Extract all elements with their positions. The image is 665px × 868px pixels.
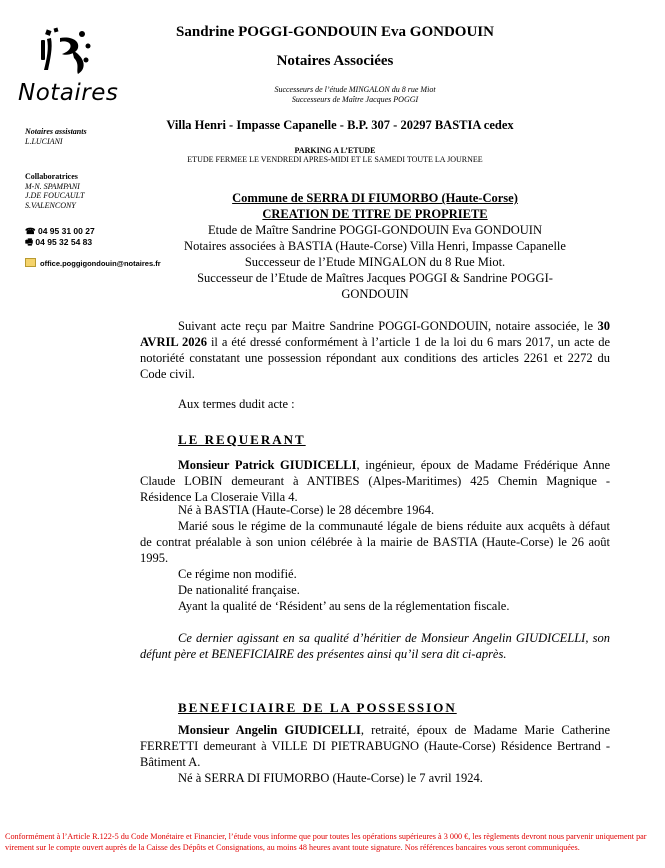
office-line: Successeur de l’Etude MINGALON du 8 Rue Miot.: [244, 255, 506, 269]
benef-title-wrap: [178, 700, 578, 716]
footer-notice: Conformément à l’Article R.122-5 du Code Monétaire et Financier, l’étude vous informe que pour toutes les opérations supérieures à 3 000 €, les règlements devront nous parvenir uniquement par virement sur le compte ouvert auprès de la Caisse des Dépôts et Consignations, au moins 48 heures avant toute signature. Nos références bancaires vous seront communiquées.: [5, 832, 647, 852]
collaborator-name: M-N. SPAMPANI: [25, 181, 80, 191]
phone-icon: ☎: [25, 226, 36, 236]
office-lines: [140, 222, 610, 302]
parking-notice: [150, 146, 520, 164]
requerant-title-wrap: [178, 432, 478, 448]
intro-text-end: il a été dressé conformément à l’article 1 de la loi du 6 mars 2017, un acte de notoriété constatant une possession répondant aux conditions des articles 2261 et 2272 du Code civil.: [140, 335, 611, 381]
beneficiary-title: BENEFICIAIRE DE LA POSSESSION: [178, 700, 457, 715]
notice-heading: [140, 190, 610, 222]
assistants-block: [25, 127, 87, 146]
assistant-name: L.LUCIANI: [25, 136, 63, 146]
beneficiary-paragraph: [140, 722, 610, 770]
collaborators-block: [25, 172, 84, 210]
requerant-quality: Ce dernier agissant en sa qualité d’héritier de Monsieur Angelin GIUDICELLI, son défunt père et BENEFICIAIRE des présentes ainsi qu’il sera dit ci-après.: [140, 631, 610, 661]
successor-notes: [210, 85, 500, 105]
office-line: Etude de Maître Sandrine POGGI-GONDOUIN Eva GONDOUIN: [208, 223, 542, 237]
act-date: 30 AVRIL 2026: [140, 319, 610, 349]
successor-line-1: Successeurs de l’étude MINGALON du 8 rue Miot: [274, 85, 436, 94]
phone-row: [25, 226, 95, 237]
beneficiary-name: Monsieur Angelin GIUDICELLI: [178, 723, 361, 737]
parking-line-1: PARKING A L’ETUDE: [294, 146, 376, 155]
commune-title: Commune de SERRA DI FIUMORBO (Haute-Corse): [232, 191, 518, 205]
envelope-icon: [25, 258, 36, 267]
collaborator-name: J.DE FOUCAULT: [25, 191, 85, 200]
requerant-desc: , ingénieur, époux de Madame Frédérique Anne Claude LOBIN demeurant à ANTIBES (Alpes-Maritimes) 425 Chemin Magnique - Résidence La Closeraie Villa 4.: [140, 458, 611, 504]
requerant-born: Né à BASTIA (Haute-Corse) le 28 décembre 1964.: [178, 503, 435, 517]
intro-text: Suivant acte reçu par Maitre Sandrine POGGI-GONDOUIN, notaire associée, le: [178, 319, 598, 333]
logo-text: Notaires: [18, 80, 119, 106]
contact-numbers: [25, 226, 95, 248]
requerant-paragraph: [140, 457, 610, 505]
beneficiary-born: Né à SERRA DI FIUMORBO (Haute-Corse) le 7 avril 1924.: [178, 771, 483, 785]
requerant-name: Monsieur Patrick GIUDICELLI: [178, 458, 357, 472]
phone-number: 04 95 31 00 27: [37, 226, 95, 236]
collaborator-name: S.VALENCONY: [25, 200, 76, 210]
successor-line-2: Successeurs de Maître Jacques POGGI: [291, 95, 419, 104]
collaborators-label: Collaboratrices: [25, 172, 78, 181]
requerant-nationality: De nationalité française.: [178, 583, 300, 597]
terms-line: Aux termes dudit acte :: [178, 397, 295, 411]
beneficiary-desc: , retraité, époux de Madame Marie Catherine FERRETTI demeurant à VILLE DI PIETRABUGNO (Haute-Corse) Résidence Bertrand - Bâtiment A.: [140, 723, 610, 769]
fax-icon: 🖷: [25, 237, 34, 247]
creation-title: CREATION DE TITRE DE PROPRIETE: [262, 207, 488, 221]
parking-line-2: ETUDE FERMEE LE VENDREDI APRES-MIDI ET LE SAMEDI TOUTE LA JOURNEE: [187, 155, 483, 164]
fax-number: 04 95 32 54 83: [35, 237, 93, 247]
assistants-label: Notaires assistants: [25, 127, 87, 136]
requerant-resident: Ayant la qualité de ‘Résident’ au sens de la réglementation fiscale.: [178, 599, 510, 613]
office-line: Successeur de l’Etude de Maîtres Jacques POGGI & Sandrine POGGI-: [197, 271, 553, 285]
requerant-title: LE REQUERANT: [178, 432, 306, 447]
requerant-regime: Ce régime non modifié.: [178, 567, 297, 581]
notaries-names: Sandrine POGGI-GONDOUIN Eva GONDOUIN: [176, 24, 494, 40]
intro-paragraph: [140, 318, 610, 382]
requerant-married: Marié sous le régime de la communauté légale de biens réduite aux acquêts à défaut de contrat préalable à son union célébrée à la mairie de BASTIA (Haute-Corse) le 26 août 1995.: [140, 519, 610, 565]
email-address[interactable]: office.poggigondouin@notaires.fr: [40, 259, 161, 268]
office-address: Villa Henri - Impasse Capanelle - B.P. 307 - 20297 BASTIA cedex: [166, 118, 514, 132]
office-line: Notaires associées à BASTIA (Haute-Corse) Villa Henri, Impasse Capanelle: [184, 239, 566, 253]
office-line: GONDOUIN: [341, 287, 409, 301]
fax-row: [25, 237, 95, 248]
office-title: Notaires Associées: [276, 53, 394, 69]
